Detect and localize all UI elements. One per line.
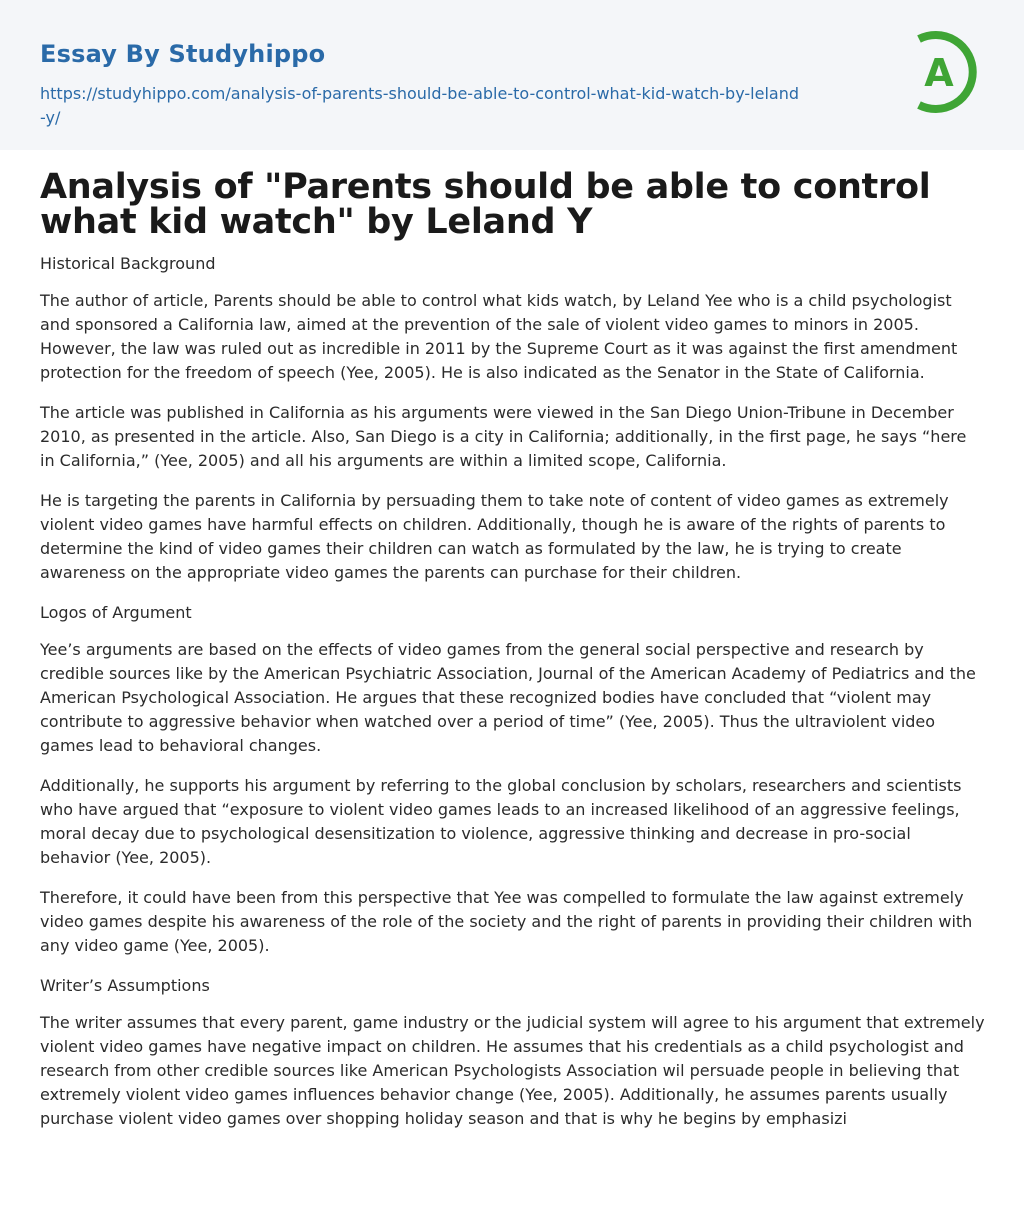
essay-title: Analysis of "Parents should be able to control what kid watch" by Leland Y <box>40 167 931 242</box>
paragraph: Yee’s arguments are based on the effects of video games from the general social perspective and research by credible sources like by the American Psychiatric Association, Journal of the American Academy of Pediatrics and the American Psychological Association. He argues that these recognized bodies have concluded that “violent may contribute to aggressive behavior when watched over a period of time” (Yee, 2005). Thus the ultraviolent video games lead to behavioral changes. <box>40 640 976 755</box>
paragraph: Therefore, it could have been from this perspective that Yee was compelled to formulate the law against extremely video games despite his awareness of the role of the society and the right of parents in providing their children with any video game (Yee, 2005). <box>40 888 973 955</box>
essay-body <box>40 252 985 1147</box>
logo-letter: A <box>924 51 954 95</box>
section-heading-writers-assumptions: Writer’s Assumptions <box>40 976 210 995</box>
section-heading-logos-of-argument: Logos of Argument <box>40 603 192 622</box>
paragraph: Additionally, he supports his argument by referring to the global conclusion by scholars, researchers and scientists who have argued that “exposure to violent video games leads to an increased likelihood of an aggressive feelings, moral decay due to psychological desensitization to violence, aggressive thinking and decrease in pro-social behavior (Yee, 2005). <box>40 776 962 867</box>
essay-url-link[interactable]: https://studyhippo.com/analysis-of-parents-should-be-able-to-control-what-kid-watch-by-leland-y/ <box>40 84 799 127</box>
studyhippo-logo-icon[interactable] <box>905 29 989 115</box>
paragraph: He is targeting the parents in California by persuading them to take note of content of video games as extremely violent video games have harmful effects on children. Additionally, though he is aware of the rights of parents to determine the kind of video games their children can watch as formulated by the law, he is trying to create awareness on the appropriate video games the parents can purchase for their children. <box>40 491 949 582</box>
site-brand[interactable]: Essay By Studyhippo <box>40 40 326 68</box>
paragraph: The writer assumes that every parent, game industry or the judicial system will agree to his argument that extremely violent video games have negative impact on children. He assumes that his credentials as a child psychologist and research from other credible sources like American Psychologists Association wil persuade people in believing that extremely violent video games influences behavior change (Yee, 2005). Additionally, he assumes parents usually purchase violent video games over shopping holiday season and that is why he begins by emphasizi <box>40 1013 985 1128</box>
site-header <box>0 0 1024 150</box>
section-heading-historical-background: Historical Background <box>40 254 216 273</box>
paragraph: The author of article, Parents should be able to control what kids watch, by Leland Yee who is a child psychologist and sponsored a California law, aimed at the prevention of the sale of violent video games to minors in 2005. However, the law was ruled out as incredible in 2011 by the Supreme Court as it was against the first amendment protection for the freedom of speech (Yee, 2005). He is also indicated as the Senator in the State of California. <box>40 291 958 382</box>
paragraph: The article was published in California as his arguments were viewed in the San Diego Union-Tribune in December 2010, as presented in the article. Also, San Diego is a city in California; additionally, in the first page, he says “here in California,” (Yee, 2005) and all his arguments are within a limited scope, California. <box>40 403 967 470</box>
